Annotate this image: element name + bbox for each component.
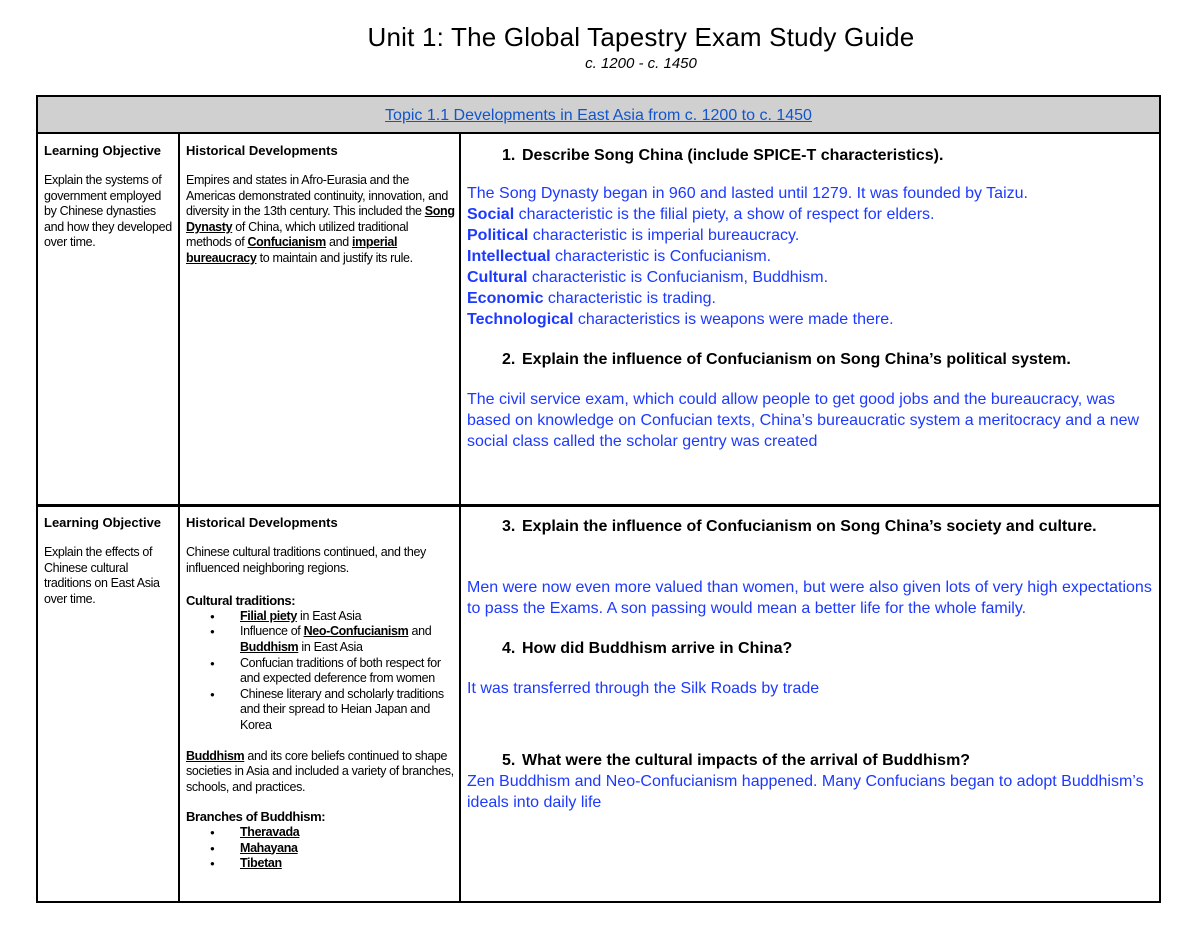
list-item: ● Confucian traditions of both respect for and expected deference from women	[210, 656, 456, 687]
list-item: ● Filial piety in East Asia	[210, 609, 456, 625]
spice-cultural: Cultural characteristic is Confucianism, Buddhism.	[467, 269, 829, 286]
lo-text: Explain the effects of Chinese cultural traditions on East Asia over time.	[44, 545, 160, 606]
answer-5: Zen Buddhism and Neo-Confucianism happened. Many Confucians began to adopt Buddhism’s ideals into daily life	[467, 773, 1144, 811]
hd-text: Chinese cultural traditions continued, and they influenced neighboring regions. Cultural traditions: ● Filial piety in East Asia ● Influence of Neo-Confucianism and Buddhism in East Asia ● Confucian traditions of both respect for and expected deference from women ● Chinese literary and scholarly traditions and their spread to Heian Japan and Korea Buddhism and its core beliefs continued to shape societies in Asia and included a variety of branches, schools, and practices. Branches of Buddhism: ● Theravada ● Mahayana ● Tibetan	[186, 545, 456, 872]
row-divider	[38, 504, 1159, 507]
term-song-dynasty: Song Dynasty	[186, 204, 455, 234]
branches-list	[186, 825, 456, 872]
spice-political: Political characteristic is imperial bureaucracy.	[467, 227, 800, 244]
lo-text: Explain the systems of government employed by Chinese dynasties and how they developed over time.	[44, 173, 172, 250]
row2-questions	[467, 516, 1157, 813]
study-guide-table	[36, 95, 1161, 903]
list-item: ● Chinese literary and scholarly traditions and their spread to Heian Japan and Korea	[210, 687, 456, 734]
list-item: ● Mahayana	[210, 841, 456, 857]
hd-heading: Historical Developments	[186, 143, 338, 158]
answer-2: The civil service exam, which could allow people to get good jobs and the bureaucracy, was based on knowledge on Confucian texts, China’s bureaucratic system a meritocracy and a new social class called the scholar gentry was created	[467, 391, 1140, 450]
term-confucianism: Confucianism	[247, 235, 326, 250]
row2-learning-objective	[44, 515, 174, 607]
question-3: 3. Explain the influence of Confucianism on Song China’s society and culture.	[502, 518, 1097, 535]
spice-economic: Economic characteristic is trading.	[467, 290, 716, 307]
question-2: 2. Explain the influence of Confucianism on Song China’s political system.	[502, 351, 1071, 368]
hd-heading: Historical Developments	[186, 515, 338, 530]
page-subtitle: c. 1200 - c. 1450	[585, 55, 697, 72]
spice-technological: Technological characteristics is weapons were made there.	[467, 311, 894, 328]
row1-learning-objective	[44, 143, 174, 251]
topic-link[interactable]: Topic 1.1 Developments in East Asia from c. 1200 to c. 1450	[385, 107, 812, 124]
topic-header	[38, 97, 1159, 134]
hd-text: Empires and states in Afro-Eurasia and the Americas demonstrated continuity, innovation, and diversity in the 13th century. This included the Song Dynasty of China, which utilized traditional methods of Confucianism and imperial bureaucracy to maintain and justify its rule.	[186, 173, 455, 265]
list-item: ● Theravada	[210, 825, 456, 841]
lo-heading: Learning Objective	[44, 515, 162, 530]
answer-4: It was transferred through the Silk Roads by trade	[467, 680, 820, 697]
answer-1: The Song Dynasty began in 960 and lasted until 1279. It was founded by Taizu. Social characteristic is the filial piety, a show of respect for elders. Political characteristic is imperial bureaucracy. Intellectual characteristic is Confucianism. Cultural characteristic is Confucianism, Buddhism. Economic characteristic is trading. Technological characteristics is weapons were made there.	[467, 183, 1157, 330]
answer-3: Men were now even more valued than women, but were also given lots of very high expectations to pass the Exams. A son passing would mean a better life for the whole family.	[467, 579, 1152, 617]
page-title: Unit 1: The Global Tapestry Exam Study Guide	[367, 22, 915, 52]
question-1: 1. Describe Song China (include SPICE-T characteristics).	[502, 147, 944, 164]
question-4: 4. How did Buddhism arrive in China?	[502, 640, 793, 657]
row1-questions	[467, 145, 1157, 452]
list-item: ● Influence of Neo-Confucianism and Buddhism in East Asia	[210, 624, 456, 655]
spice-intellectual: Intellectual characteristic is Confucianism.	[467, 248, 772, 265]
row1-historical-developments	[186, 143, 456, 267]
question-5: 5. What were the cultural impacts of the arrival of Buddhism?	[502, 752, 971, 769]
list-item: ● Tibetan	[210, 856, 456, 872]
column-divider	[178, 134, 180, 901]
term-imperial-bureaucracy: imperial bureaucracy	[186, 235, 398, 265]
cultural-traditions-list	[186, 609, 456, 734]
spice-social: Social characteristic is the filial piety, a show of respect for elders.	[467, 206, 935, 223]
column-divider	[459, 134, 461, 901]
cultural-traditions-heading: Cultural traditions:	[186, 593, 296, 609]
row2-historical-developments	[186, 515, 456, 872]
term-buddhism: Buddhism	[186, 748, 245, 763]
lo-heading: Learning Objective	[44, 143, 162, 158]
branches-heading: Branches of Buddhism:	[186, 809, 326, 825]
